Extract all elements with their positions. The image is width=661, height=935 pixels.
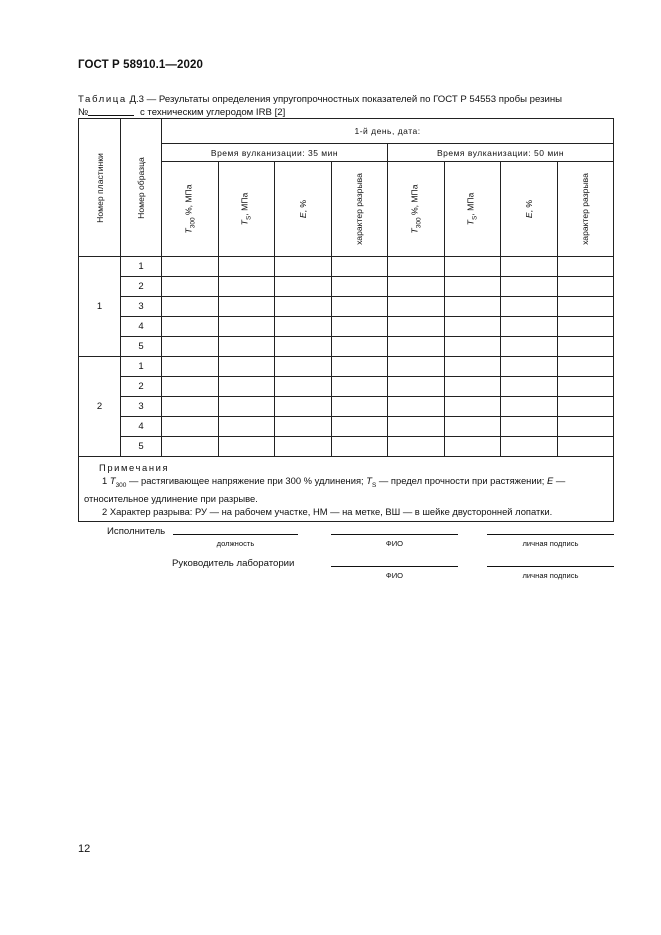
notes-title: Примечания — [99, 462, 170, 473]
data-cell — [162, 377, 219, 397]
plate-number-cell: 2 — [79, 357, 121, 457]
data-cell — [218, 377, 275, 397]
data-cell — [275, 417, 332, 437]
data-cell — [218, 297, 275, 317]
executor-label: Исполнитель — [107, 526, 166, 537]
data-cell — [444, 297, 501, 317]
results-table — [78, 118, 614, 522]
data-cell — [501, 397, 558, 417]
header-sample-number: Номер образца — [121, 119, 162, 257]
data-cell — [501, 337, 558, 357]
name-line — [331, 534, 458, 535]
plate-number-cell: 1 — [79, 257, 121, 357]
caption-label: Таблица — [78, 94, 127, 105]
data-cell — [557, 437, 614, 457]
signature-line — [487, 534, 614, 535]
data-cell — [557, 417, 614, 437]
data-cell — [388, 317, 445, 337]
data-cell — [557, 397, 614, 417]
table-row — [79, 417, 614, 437]
data-cell — [218, 357, 275, 377]
data-cell — [388, 277, 445, 297]
data-cell — [218, 437, 275, 457]
data-cell — [331, 397, 388, 417]
data-cell — [218, 257, 275, 277]
data-cell — [275, 357, 332, 377]
data-cell — [162, 297, 219, 317]
position-line — [173, 534, 298, 535]
caption-line2-text: с техническим углеродом IRB [2] — [137, 107, 286, 118]
data-cell — [331, 357, 388, 377]
header-e-35: E, % — [275, 162, 332, 257]
data-cell — [275, 397, 332, 417]
data-cell — [331, 377, 388, 397]
sample-number-cell: 3 — [121, 397, 162, 417]
sample-number-cell: 4 — [121, 317, 162, 337]
data-cell — [331, 437, 388, 457]
sample-number-cell: 1 — [121, 357, 162, 377]
data-cell — [557, 377, 614, 397]
data-cell — [388, 437, 445, 457]
table-row — [79, 377, 614, 397]
note-1: 1 $T_{300}$ — растягивающее напряжение при 300 % удлинения; $T_S$ — предел прочности при растяжении; E — — [102, 475, 566, 489]
data-cell — [275, 257, 332, 277]
data-cell — [444, 337, 501, 357]
lab-head-label: Руководитель лаборатории — [172, 558, 295, 569]
data-cell — [218, 317, 275, 337]
header-vulcanization-50: Время вулканизации: 50 мин — [388, 144, 614, 162]
data-cell — [331, 337, 388, 357]
data-cell — [557, 257, 614, 277]
data-cell — [331, 257, 388, 277]
data-cell — [388, 297, 445, 317]
data-cell — [388, 417, 445, 437]
data-cell — [275, 297, 332, 317]
data-cell — [218, 277, 275, 297]
sample-number-cell: 3 — [121, 297, 162, 317]
lab-head-signature-line — [487, 566, 614, 567]
data-cell — [331, 417, 388, 437]
data-cell — [275, 317, 332, 337]
data-cell — [501, 377, 558, 397]
data-cell — [162, 437, 219, 457]
data-cell — [444, 397, 501, 417]
data-cell — [275, 277, 332, 297]
data-cell — [557, 317, 614, 337]
data-cell — [331, 277, 388, 297]
sample-number-cell: 1 — [121, 257, 162, 277]
table-row — [79, 337, 614, 357]
data-cell — [275, 337, 332, 357]
data-cell — [331, 317, 388, 337]
data-cell — [162, 397, 219, 417]
data-cell — [501, 417, 558, 437]
header-e-50: E, % — [501, 162, 558, 257]
lab-head-signature-caption: личная подпись — [522, 571, 579, 580]
data-cell — [444, 437, 501, 457]
note-2: 2 Характер разрыва: РУ — на рабочем участке, НМ — на метке, ВШ — в шейке двусторонней лопатки. — [102, 505, 553, 517]
header-plate-number: Номер пластинки — [79, 119, 121, 257]
data-cell — [501, 357, 558, 377]
data-cell — [388, 357, 445, 377]
data-cell — [218, 417, 275, 437]
lab-head-name-caption: ФИО — [385, 571, 404, 580]
data-cell — [388, 377, 445, 397]
table-row — [79, 317, 614, 337]
table-row — [79, 357, 614, 377]
sample-number-cell: 2 — [121, 377, 162, 397]
data-cell — [501, 257, 558, 277]
sample-number-cell: 4 — [121, 417, 162, 437]
table-row — [79, 277, 614, 297]
page-number: 12 — [78, 843, 91, 855]
caption-text: Д.3 — Результаты определения упругопрочностных показателей по ГОСТ Р 54553 пробы резины — [126, 94, 563, 105]
data-cell — [218, 337, 275, 357]
table-row — [79, 257, 614, 277]
table-row — [79, 397, 614, 417]
header-t300-35: $T_{300}$ %, МПа — [162, 162, 219, 257]
data-cell — [388, 397, 445, 417]
sample-number-cell: 2 — [121, 277, 162, 297]
data-cell — [557, 357, 614, 377]
data-cell — [444, 317, 501, 337]
data-cell — [444, 277, 501, 297]
caption-number-sign: № — [78, 107, 89, 118]
position-caption: должность — [216, 539, 255, 548]
sample-number-cell: 5 — [121, 437, 162, 457]
data-cell — [218, 397, 275, 417]
signature-caption: личная подпись — [522, 539, 579, 548]
name-caption: ФИО — [385, 539, 404, 548]
data-cell — [275, 377, 332, 397]
sample-number-cell: 5 — [121, 337, 162, 357]
data-cell — [388, 257, 445, 277]
header-t300-50: $T_{300}$ %, МПа — [388, 162, 445, 257]
data-cell — [557, 337, 614, 357]
header-ts-50: $T_S$, МПа — [444, 162, 501, 257]
document-header: ГОСТ Р 58910.1—2020 — [78, 59, 203, 71]
table-notes — [79, 457, 614, 522]
data-cell — [444, 377, 501, 397]
data-cell — [557, 277, 614, 297]
data-cell — [557, 297, 614, 317]
table-row — [79, 297, 614, 317]
data-cell — [501, 277, 558, 297]
data-cell — [162, 277, 219, 297]
header-ts-35: $T_S$, МПа — [218, 162, 275, 257]
data-cell — [388, 337, 445, 357]
header-day-date: 1-й день, дата: — [162, 119, 614, 144]
data-cell — [162, 257, 219, 277]
table-row — [79, 437, 614, 457]
data-cell — [162, 417, 219, 437]
data-cell — [162, 357, 219, 377]
data-cell — [331, 297, 388, 317]
header-rupture-35: характер разрыва — [331, 162, 388, 257]
table-caption — [78, 94, 613, 119]
data-cell — [501, 297, 558, 317]
data-cell — [501, 317, 558, 337]
note-1-continued: относительное удлинение при разрыве. — [84, 492, 258, 504]
data-cell — [162, 317, 219, 337]
lab-head-name-line — [331, 566, 458, 567]
header-rupture-50: характер разрыва — [557, 162, 614, 257]
data-cell — [275, 437, 332, 457]
data-cell — [501, 437, 558, 457]
data-cell — [444, 357, 501, 377]
header-vulcanization-35: Время вулканизации: 35 мин — [162, 144, 388, 162]
data-cell — [444, 417, 501, 437]
data-cell — [162, 337, 219, 357]
caption-blank-field — [88, 106, 134, 116]
data-cell — [444, 257, 501, 277]
